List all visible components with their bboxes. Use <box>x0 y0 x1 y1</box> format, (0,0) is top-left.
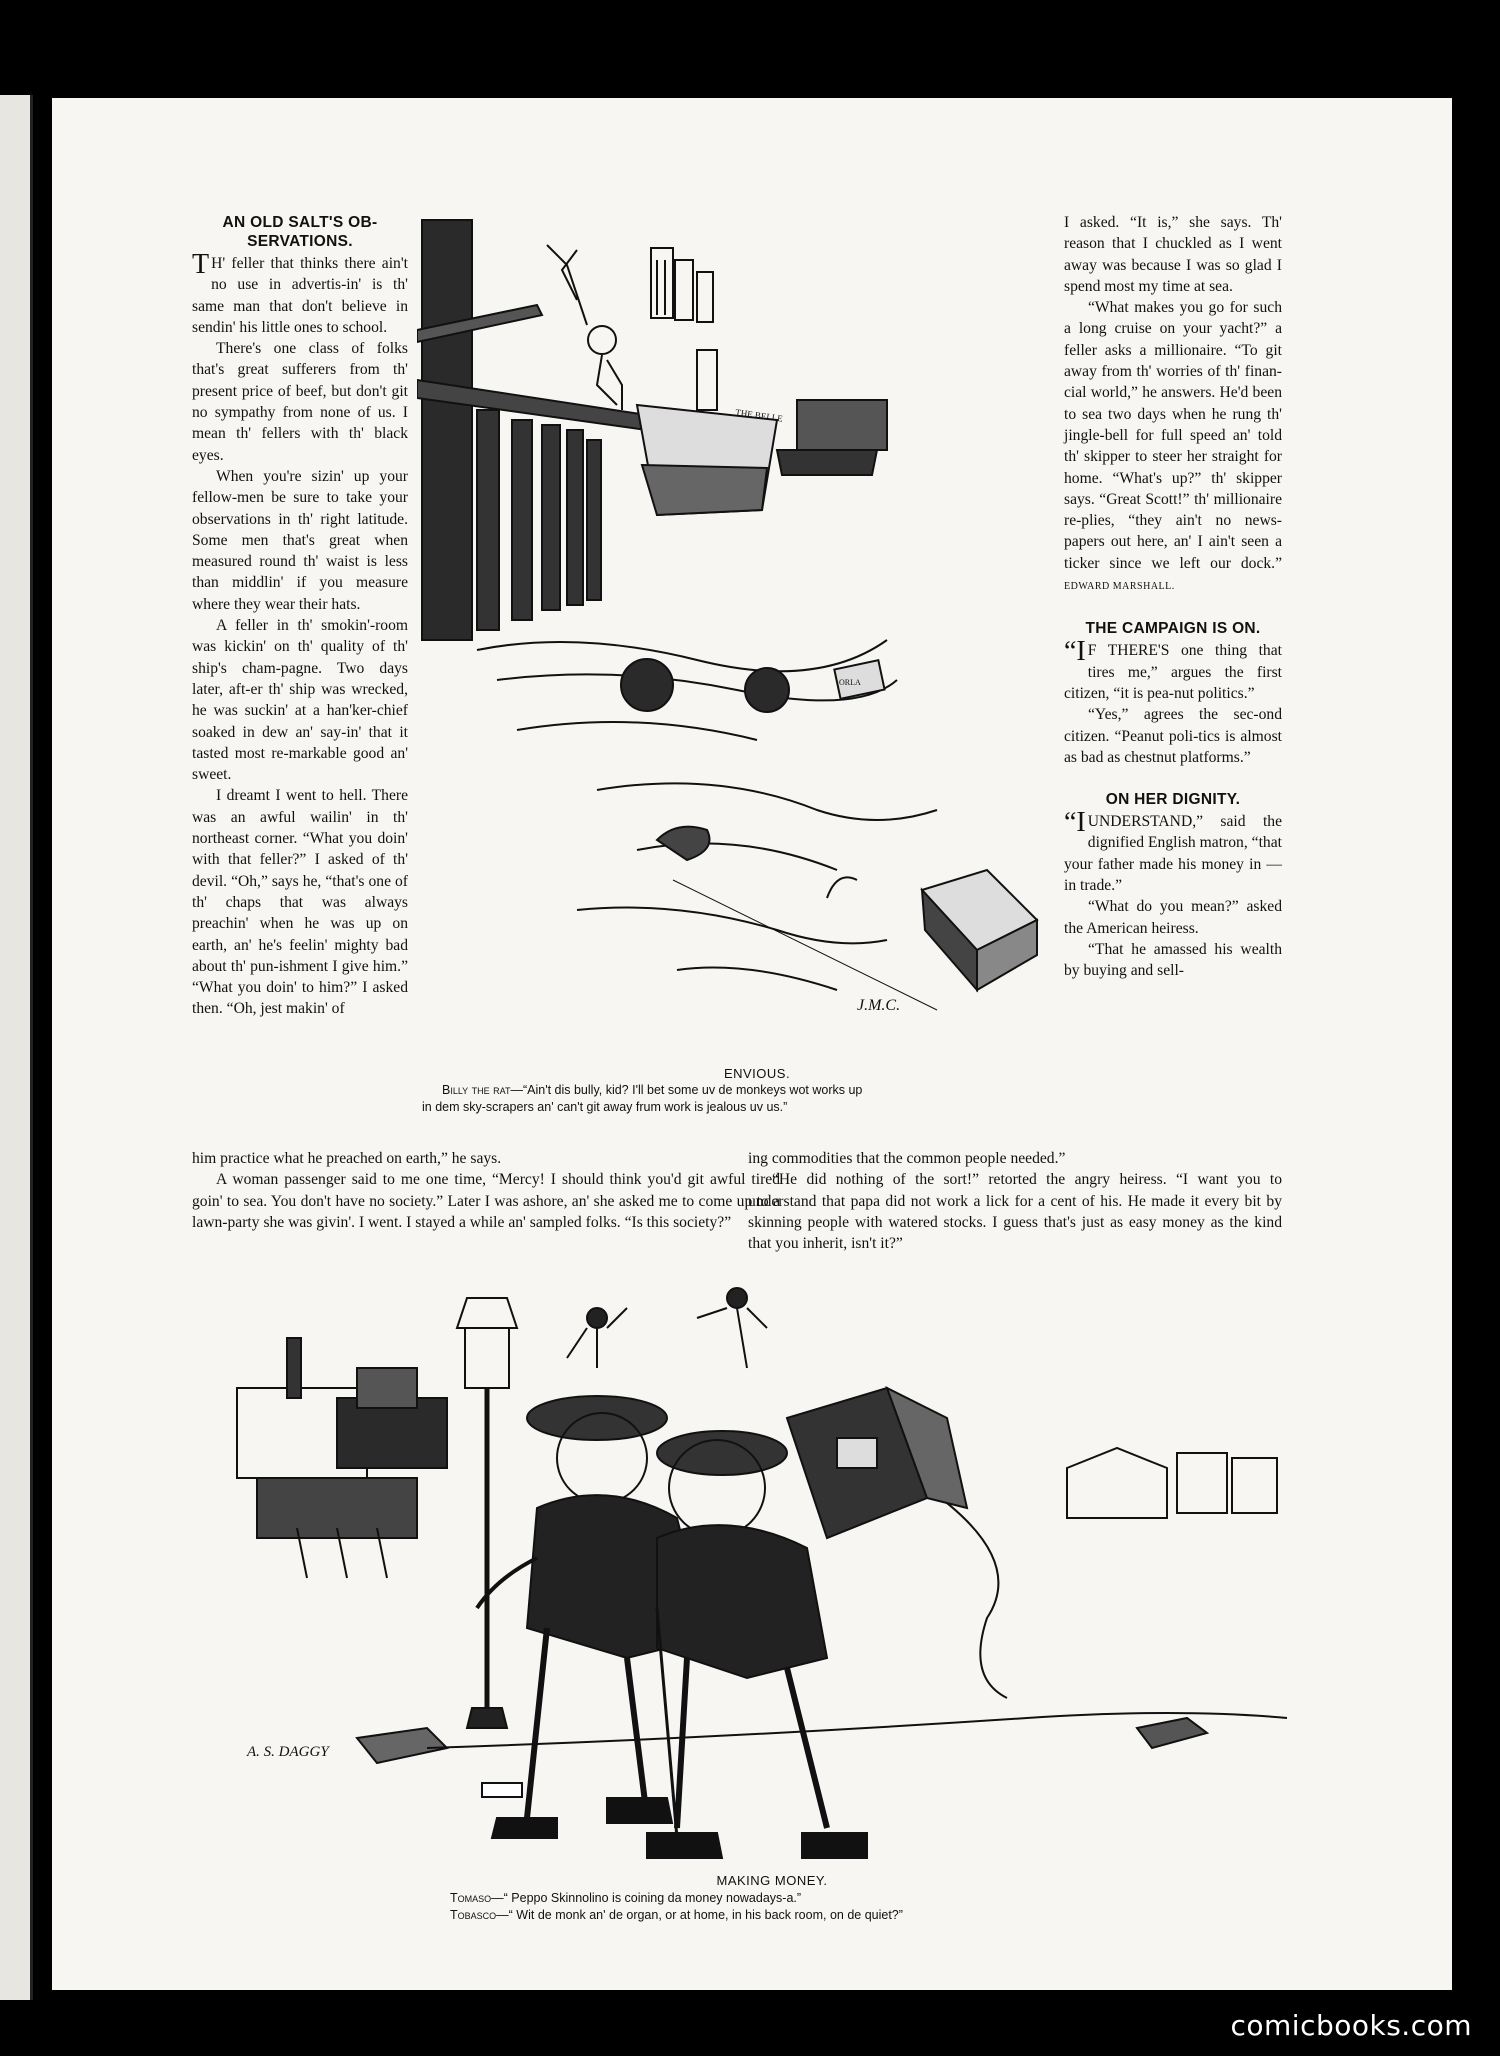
page-binding-edge <box>0 95 33 2000</box>
making-money-caption-title: MAKING MONEY. <box>716 1873 828 1888</box>
drop-cap: “I <box>1064 636 1086 668</box>
boat-name-label: THE BELLE <box>734 407 784 424</box>
paragraph: I asked. “It is,” she says. Th' reason that I chuckled as I went away was because I was so glad I spend most my time at sea. <box>1064 214 1282 295</box>
paragraph: ing commodities that the common people needed.” <box>748 1150 1066 1167</box>
headline-dignity: ON HER DIGNITY. <box>1105 791 1241 809</box>
crate-label: ORLA <box>839 678 861 687</box>
left-column <box>192 213 408 1020</box>
caption-line: Tomaso—“ Peppo Skinnolino is coining da money nowadays-a.” <box>450 1891 802 1905</box>
paragraph: A feller in th' smokin'-room was kickin' on th' quality of th' ship's cham-pagne. Two days later, aft-er th' ship was wrecked, he was suckin' at a han'ker-chief soaked in dew an' say-in' that it tasted most re-markable good an' sweet. <box>192 617 408 784</box>
paragraph: “What do you mean?” asked the American heiress. <box>1064 898 1282 937</box>
paragraph: A woman passenger said to me one time, “Mercy! I should think you'd git awful tired goin' to sea. You don't have no society.” Later I was ashore, an' she asked me to come up to a lawn-party she was givin'. I went. I stayed a while an' sampled folks. “Is this society?” <box>192 1171 780 1231</box>
paragraph: “He did nothing of the sort!” retorted the angry heiress. “I want you to understand that papa did not work a lick for a cent of his. He made it every bit by skinning people with watered stocks. I guess that's just as easy money as the kind that you inherit, isn't it?” <box>748 1171 1282 1253</box>
magazine-page <box>52 98 1452 1990</box>
drop-cap: “I <box>1064 807 1086 839</box>
caption-line: Tobasco—“ Wit de monk an' de organ, or at home, in his back room, on de quiet?” <box>450 1908 903 1922</box>
right-half-continuation <box>748 1148 1282 1254</box>
envious-caption-title: ENVIOUS. <box>723 1066 791 1081</box>
paragraph: “I UNDERSTAND,” said the dignified English matron, “that your father made his money in — in trade.” <box>1064 807 1282 895</box>
paragraph: I dreamt I went to hell. There was an awful wailin' in th' northeast corner. “What you doin' with that feller?” I asked of th' devil. “Oh,” says he, “that's one of th' chaps that was always preachin' when he was up on earth, an' he's feelin' mighty bad about th' pun-ishment I give him.” “What you doin' to him?” I asked then. “Oh, jest makin' of <box>192 787 408 1018</box>
artist-signature: A. S. DAGGY <box>247 1744 329 1760</box>
envious-caption-text <box>422 1082 1112 1116</box>
headline-old-salt: AN OLD SALT'S OB- SERVATIONS. <box>222 214 378 250</box>
left-half-continuation <box>192 1148 780 1233</box>
paragraph: him practice what he preached on earth,” he says. <box>192 1150 502 1167</box>
paragraph: T H' feller that thinks there ain't no use in advertis-in' is th' same man that don't believe in sendin' his little ones to school. <box>192 249 408 336</box>
making-money-caption-text <box>450 1890 1150 1924</box>
making-money-illustration <box>227 1278 1317 1878</box>
paragraph: “Yes,” agrees the sec-ond citizen. “Peanut poli-tics is almost as bad as chestnut platforms.” <box>1064 706 1282 766</box>
envious-illustration <box>417 210 1097 1145</box>
paragraph: “What makes you go for such a long cruise on your yacht?” a feller asks a millionaire. “To git away from th' worries of th' finan-cial world,” he answers. He'd been to sea two days when he rung th' jingle-bell for full speed an' told th' skipper to steer her straight for home. “What's up?” th' skipper says. “Great Scott!” th' millionaire re-plies, “they ain't no news-papers out here, an' I ain't seen a ticker since we left our dock.” EDWARD MARSHALL. <box>1064 299 1282 593</box>
paragraph: “That he amassed his wealth by buying and sell- <box>1064 940 1282 980</box>
headline-campaign: THE CAMPAIGN IS ON. <box>1085 620 1261 638</box>
author-signature: EDWARD MARSHALL. <box>1064 581 1175 593</box>
right-column <box>1064 212 1282 982</box>
site-watermark: comicbooks.com <box>1230 2009 1472 2042</box>
paragraph: There's one class of folks that's great sufferers from th' present price of beef, but don't git no sympathy from none of us. I mean th' fellers with th' black eyes. <box>192 340 408 464</box>
paragraph: “I F THERE'S one thing that tires me,” argues the first citizen, “it is pea-nut politics.” <box>1064 636 1282 702</box>
drop-cap: T <box>192 249 210 280</box>
caption-line: in dem sky-scrapers an' can't git away frum work is jealous uv us.” <box>422 1100 788 1114</box>
caption-line: Billy the rat—“Ain't dis bully, kid? I'll bet some uv de monkeys wot works up <box>442 1083 863 1097</box>
paragraph: When you're sizin' up your fellow-men be sure to take your observations in th' right latitude. Some men that's great when measured round th' waist is less than middlin' if you measure where they wear their hats. <box>192 467 408 613</box>
artist-signature: J.M.C. <box>857 997 901 1014</box>
